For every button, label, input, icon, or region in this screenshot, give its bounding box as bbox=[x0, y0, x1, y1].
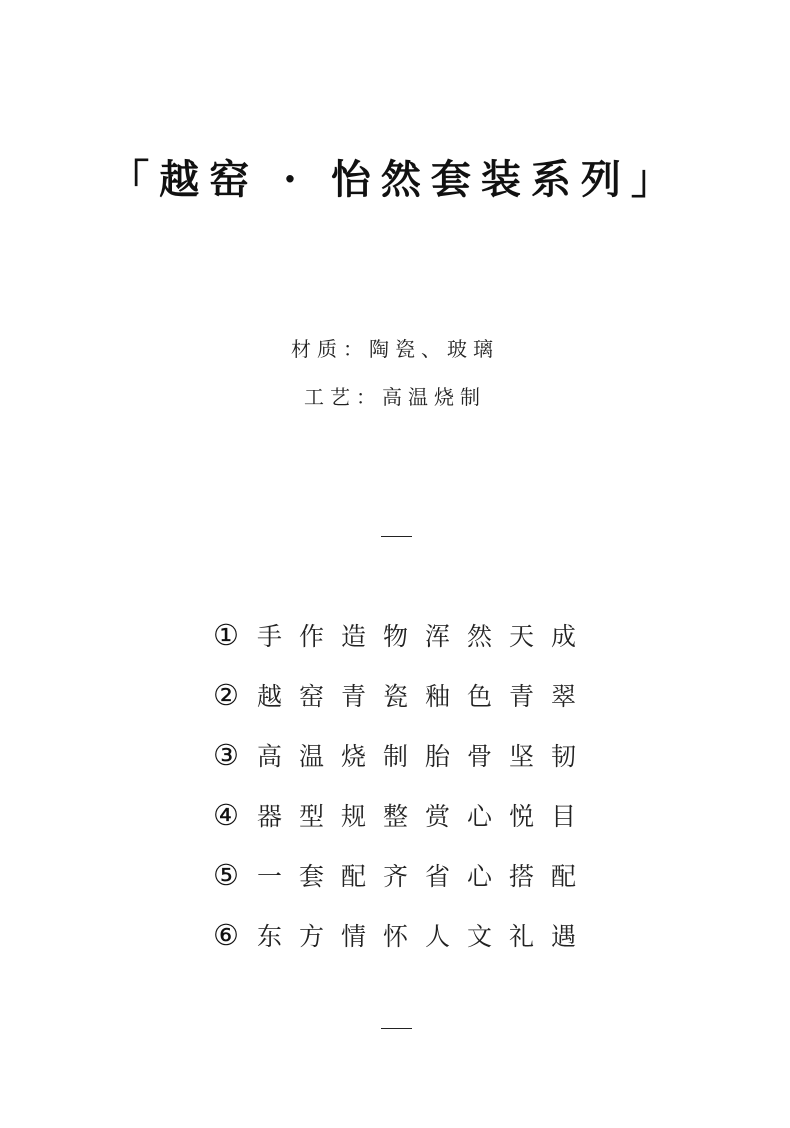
feature-item bbox=[213, 605, 633, 665]
feature-item bbox=[213, 665, 633, 725]
feature-item bbox=[213, 845, 633, 905]
feature-number: ③ bbox=[213, 738, 239, 772]
spec-craft: 工艺：高温烧制 bbox=[304, 385, 486, 409]
feature-text: 一套配齐省心搭配 bbox=[257, 862, 594, 891]
feature-number: ④ bbox=[213, 798, 239, 832]
feature-item bbox=[213, 905, 633, 965]
feature-text: 高温烧制胎骨坚韧 bbox=[257, 742, 594, 771]
spec-material: 材质：陶瓷、玻璃 bbox=[291, 337, 499, 361]
divider-bottom bbox=[381, 1028, 412, 1029]
page-title: 「越窑 · 怡然套装系列」 bbox=[109, 156, 681, 203]
feature-number: ⑥ bbox=[213, 918, 239, 952]
divider-top bbox=[381, 536, 412, 537]
feature-text: 越窑青瓷釉色青翠 bbox=[257, 682, 594, 711]
feature-item bbox=[213, 785, 633, 845]
feature-list bbox=[213, 605, 633, 965]
feature-number: ② bbox=[213, 678, 239, 712]
feature-text: 东方情怀人文礼遇 bbox=[257, 922, 594, 951]
feature-text: 手作造物浑然天成 bbox=[257, 622, 594, 651]
feature-number: ① bbox=[213, 618, 239, 652]
feature-text: 器型规整赏心悦目 bbox=[257, 802, 594, 831]
spec-block bbox=[0, 325, 790, 421]
feature-number: ⑤ bbox=[213, 858, 239, 892]
feature-item bbox=[213, 725, 633, 785]
